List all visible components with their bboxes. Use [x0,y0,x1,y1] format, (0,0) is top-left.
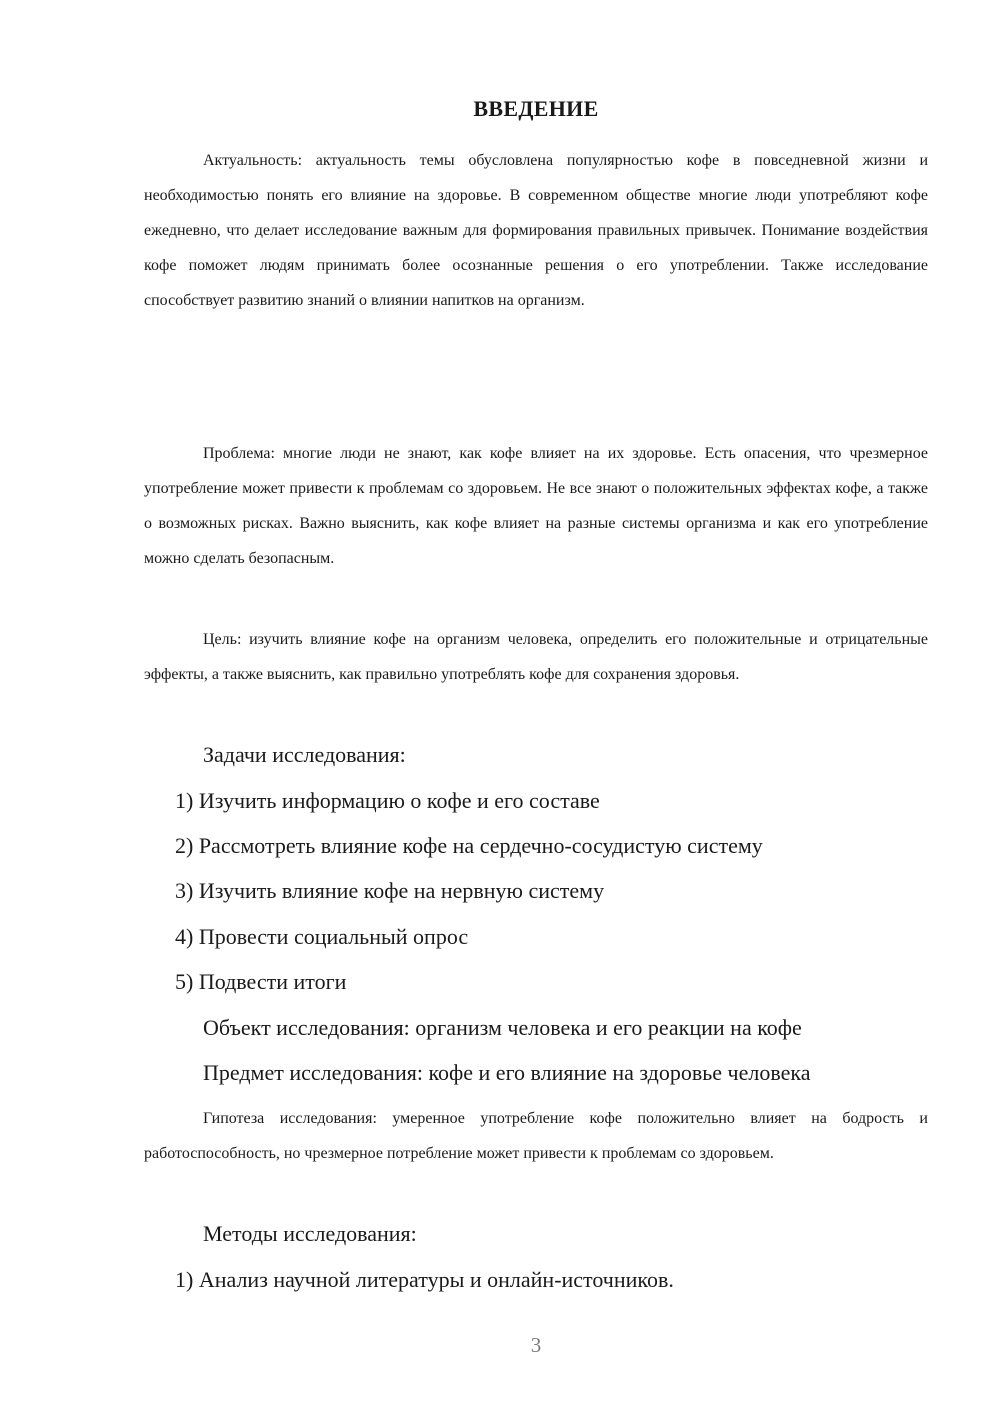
task-item-5: 5) Подвести итоги [175,969,347,994]
relevance-paragraph: Актуальность: актуальность темы обусловлена популярностью кофе в повседневной жизни и необходимостью понять его влияние на здоровье. В современном обществе многие люди употребляют кофе ежедневно, что делает исследование важным для формирования правильных привычек. Понимание воздействия кофе поможет людям принимать более осознанные решения о его употреблении. Также исследование способствует развитию знаний о влиянии напитков на организм. [144,152,928,309]
tasks-title: Задачи исследования: [203,742,406,767]
goal-paragraph: Цель: изучить влияние кофе на организм человека, определить его положительные и отрицательные эффекты, а также выяснить, как правильно употреблять кофе для сохранения здоровья. [144,631,928,683]
research-subject-line: Предмет исследования: кофе и его влияние на здоровье человека [203,1060,811,1085]
research-object-line: Объект исследования: организм человека и его реакции на кофе [203,1015,802,1040]
task-item-2: 2) Рассмотреть влияние кофе на сердечно-сосудистую систему [175,833,763,858]
method-item-1: 1) Анализ научной литературы и онлайн-источников. [175,1267,674,1292]
section-heading: ВВЕДЕНИЕ [473,96,599,121]
task-item-3: 3) Изучить влияние кофе на нервную систему [175,878,605,903]
problem-paragraph: Проблема: многие люди не знают, как кофе влияет на их здоровье. Есть опасения, что чрезмерное употребление может привести к проблемам со здоровьем. Не все знают о положительных эффектах кофе, а также о возможных рисках. Важно выяснить, как кофе влияет на разные системы организма и как его употребление можно сделать безопасным. [144,445,928,567]
task-item-1: 1) Изучить информацию о кофе и его составе [175,788,600,813]
methods-title: Методы исследования: [203,1221,417,1246]
hypothesis-paragraph: Гипотеза исследования: умеренное употребление кофе положительно влияет на бодрость и работоспособность, но чрезмерное потребление может привести к проблемам со здоровьем. [144,1110,928,1162]
page-number: 3 [530,1333,542,1357]
task-item-4: 4) Провести социальный опрос [175,924,469,949]
